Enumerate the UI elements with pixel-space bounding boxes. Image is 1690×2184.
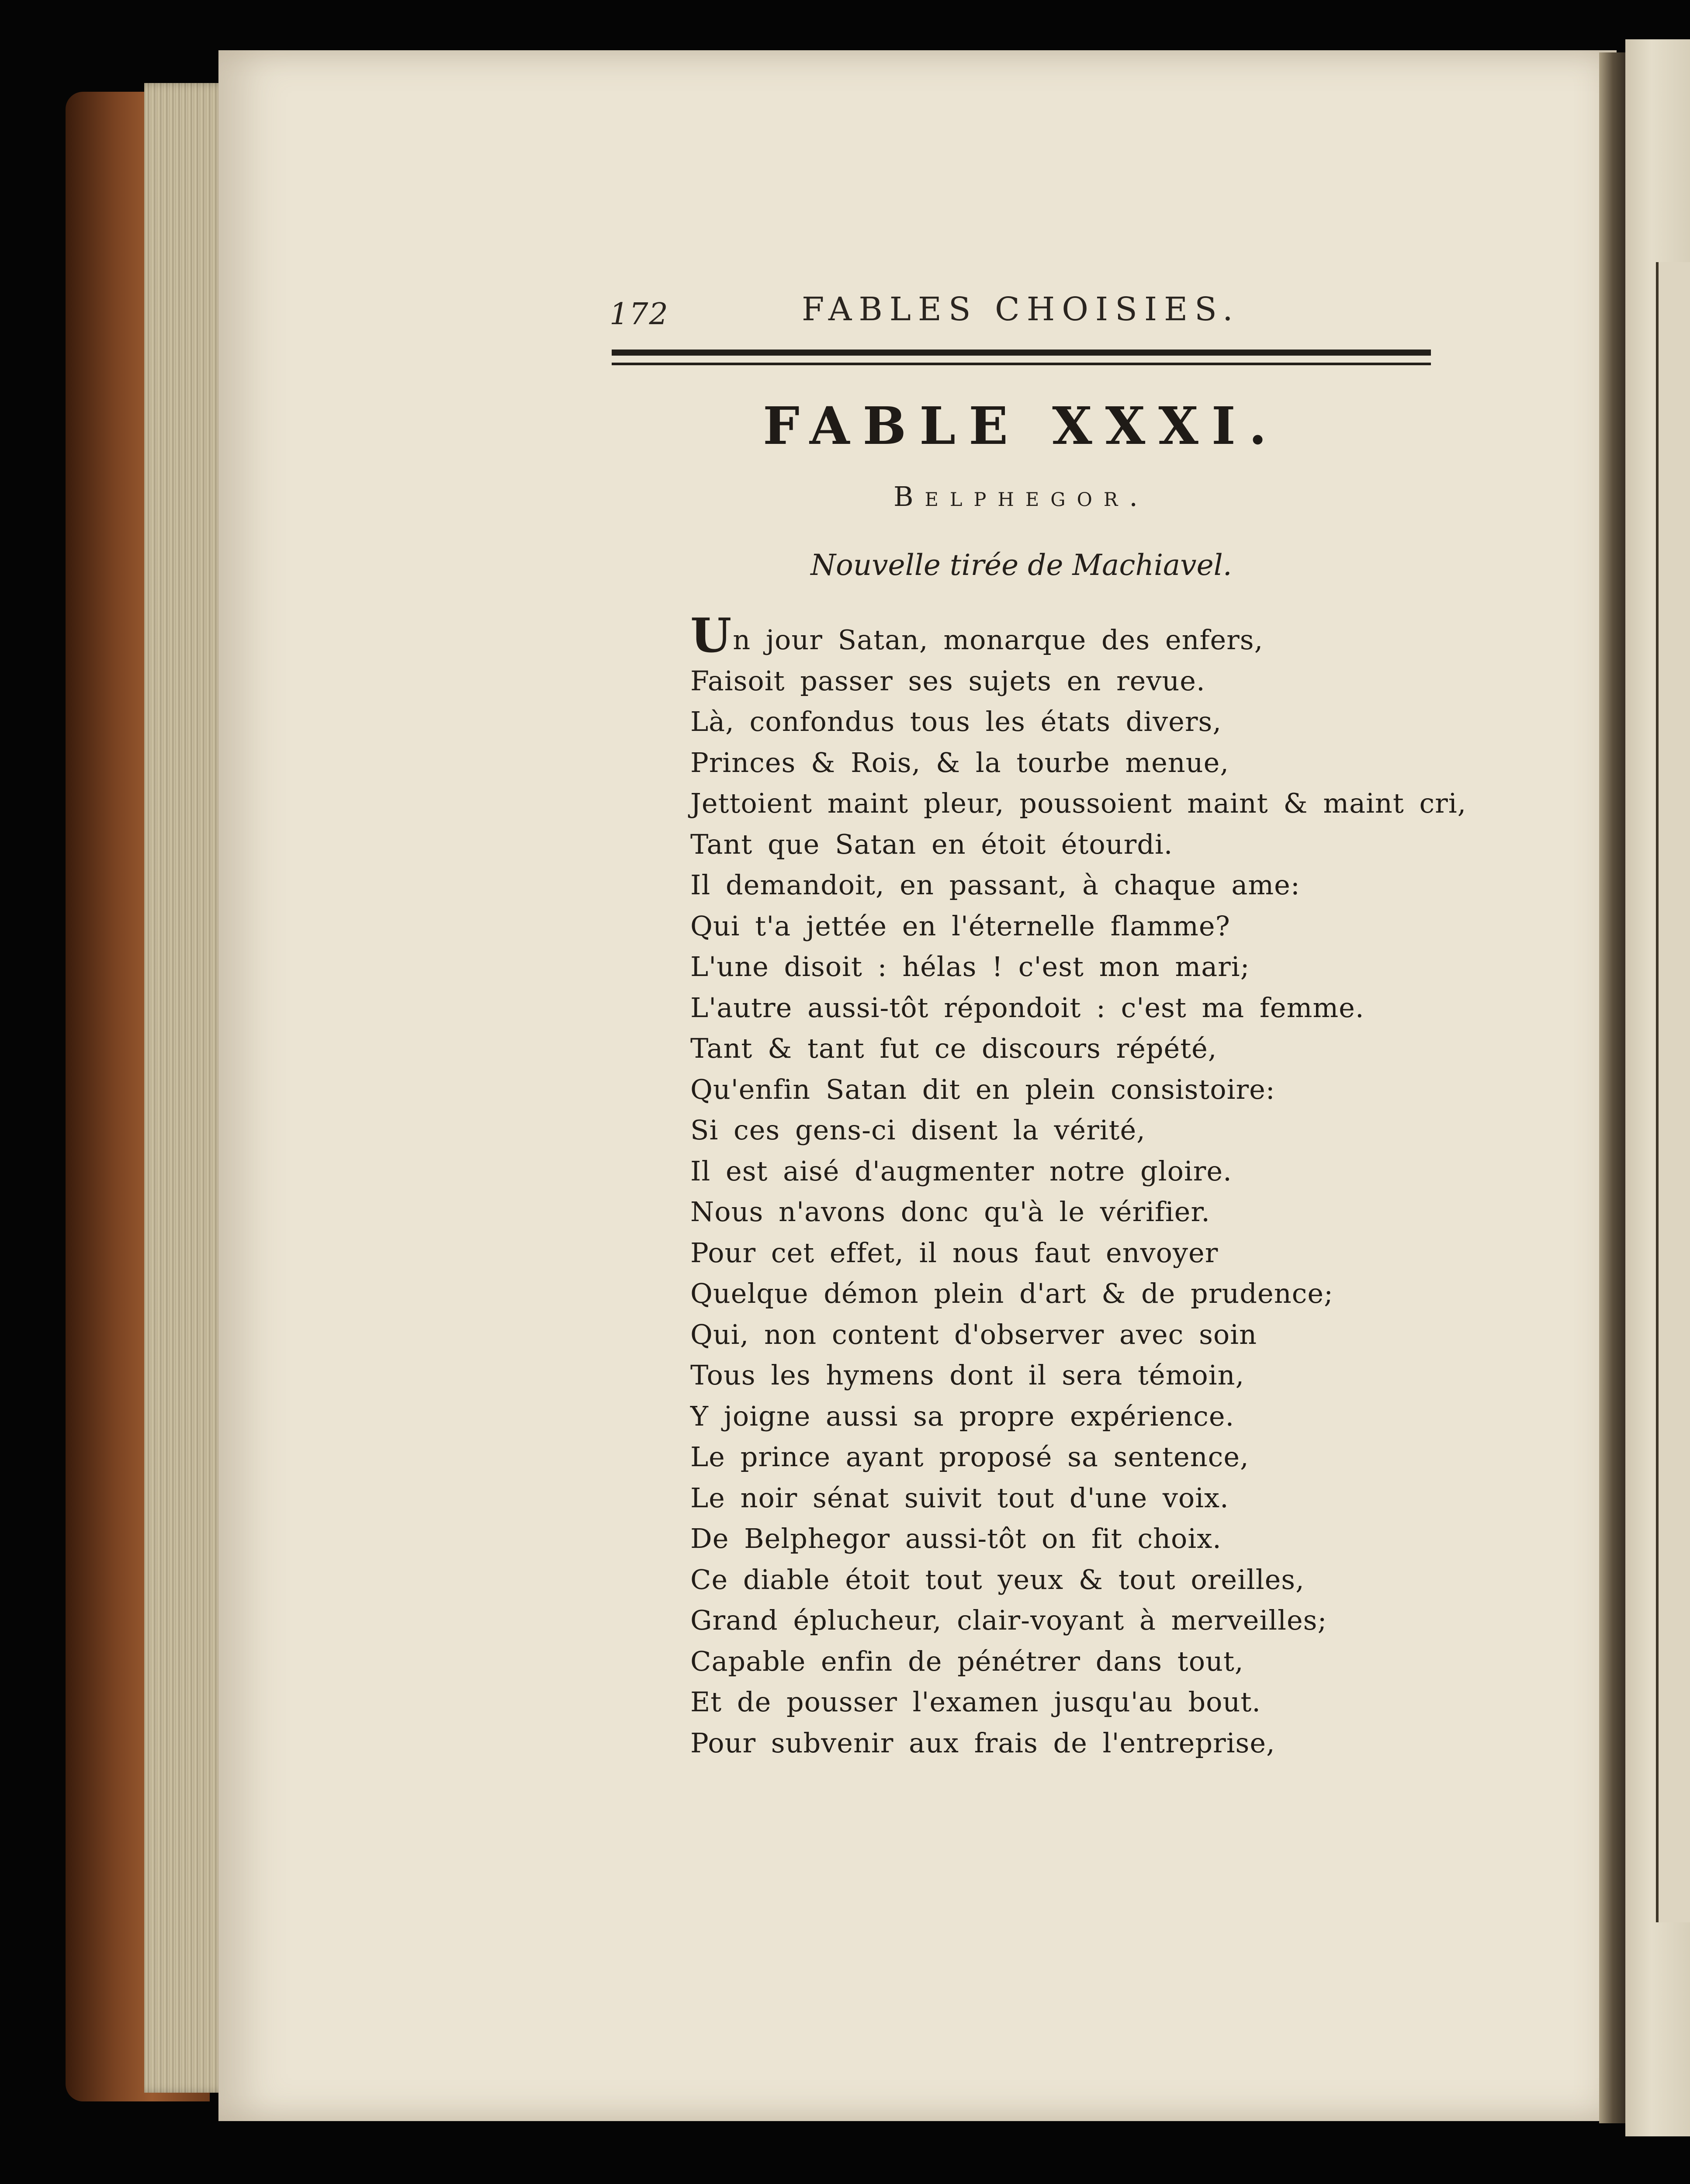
verse-line: Pour cet effet, il nous faut envoyer	[690, 1236, 1219, 1269]
verse-line: Princes & Rois, & la tourbe menue,	[690, 746, 1229, 779]
verse-line: Tant & tant fut ce discours répété,	[690, 1032, 1217, 1064]
verse-line: Pour subvenir aux frais de l'entreprise,	[690, 1727, 1275, 1759]
header-rule-thick	[612, 350, 1431, 356]
verse-line: Il est aisé d'augmenter notre gloire.	[690, 1155, 1232, 1187]
verse-line: Grand éplucheur, clair-voyant à merveilles;	[690, 1604, 1327, 1636]
verse-line: Si ces gens-ci disent la vérité,	[690, 1114, 1146, 1146]
verse-line	[690, 1763, 1459, 1804]
verse-line: Il demandoit, en passant, à chaque ame:	[690, 869, 1300, 901]
verse-line: Faisoit passer ses sujets en revue.	[690, 665, 1205, 697]
page-number: 172	[610, 297, 669, 332]
verse-line: Qu'enfin Satan dit en plein consistoire:	[690, 1073, 1275, 1105]
verse-line: Et de pousser l'examen jusqu'au bout.	[690, 1686, 1261, 1718]
verse-line: Ce diable étoit tout yeux & tout oreilles,	[690, 1563, 1305, 1596]
verse-line-first	[690, 608, 1459, 663]
verse-line: Le noir sénat suivit tout d'une voix.	[690, 1481, 1229, 1514]
verse-line: Jettoient maint pleur, poussoient maint & maint cri,	[690, 787, 1467, 819]
fable-subtitle: Belphegor.	[893, 481, 1149, 512]
verse-line: Le prince ayant proposé sa sentence,	[690, 1441, 1249, 1473]
fable-source: Nouvelle tirée de Machiavel.	[810, 548, 1232, 582]
verse-line: De Belphegor aussi-tôt on fit choix.	[690, 1523, 1222, 1554]
verse-line: Nous n'avons donc qu'à le vérifier.	[690, 1196, 1210, 1228]
verse-line: L'une disoit : hélas ! c'est mon mari;	[690, 951, 1250, 983]
fable-title: FABLE XXXI.	[762, 395, 1280, 456]
verse-line: Tant que Satan en étoit étourdi.	[690, 828, 1173, 860]
verse-list	[690, 608, 1467, 1804]
header-rule-thin	[612, 363, 1431, 365]
verse-line: Quelque démon plein d'art & de prudence;	[690, 1277, 1333, 1309]
running-title: FABLES CHOISIES.	[802, 291, 1240, 328]
page-stack-edges	[144, 83, 227, 2093]
verse-line: L'autre aussi-tôt répondoit : c'est ma femme.	[690, 991, 1364, 1024]
verse-line: Là, confondus tous les états divers,	[690, 706, 1222, 737]
verse-line: Qui t'a jettée en l'éternelle flamme?	[690, 910, 1230, 942]
drop-cap: U	[690, 608, 732, 663]
verse-line: Y joigne aussi sa propre expérience.	[690, 1400, 1235, 1432]
verse-text: n jour Satan, monarque des enfers,	[733, 624, 1264, 656]
verse-line: Qui, non content d'observer avec soin	[690, 1318, 1257, 1350]
verse-line: Tous les hymens dont il sera témoin,	[690, 1359, 1245, 1391]
verse-line: Capable enfin de pénétrer dans tout,	[690, 1645, 1244, 1677]
facing-page-frame	[1656, 262, 1690, 1922]
